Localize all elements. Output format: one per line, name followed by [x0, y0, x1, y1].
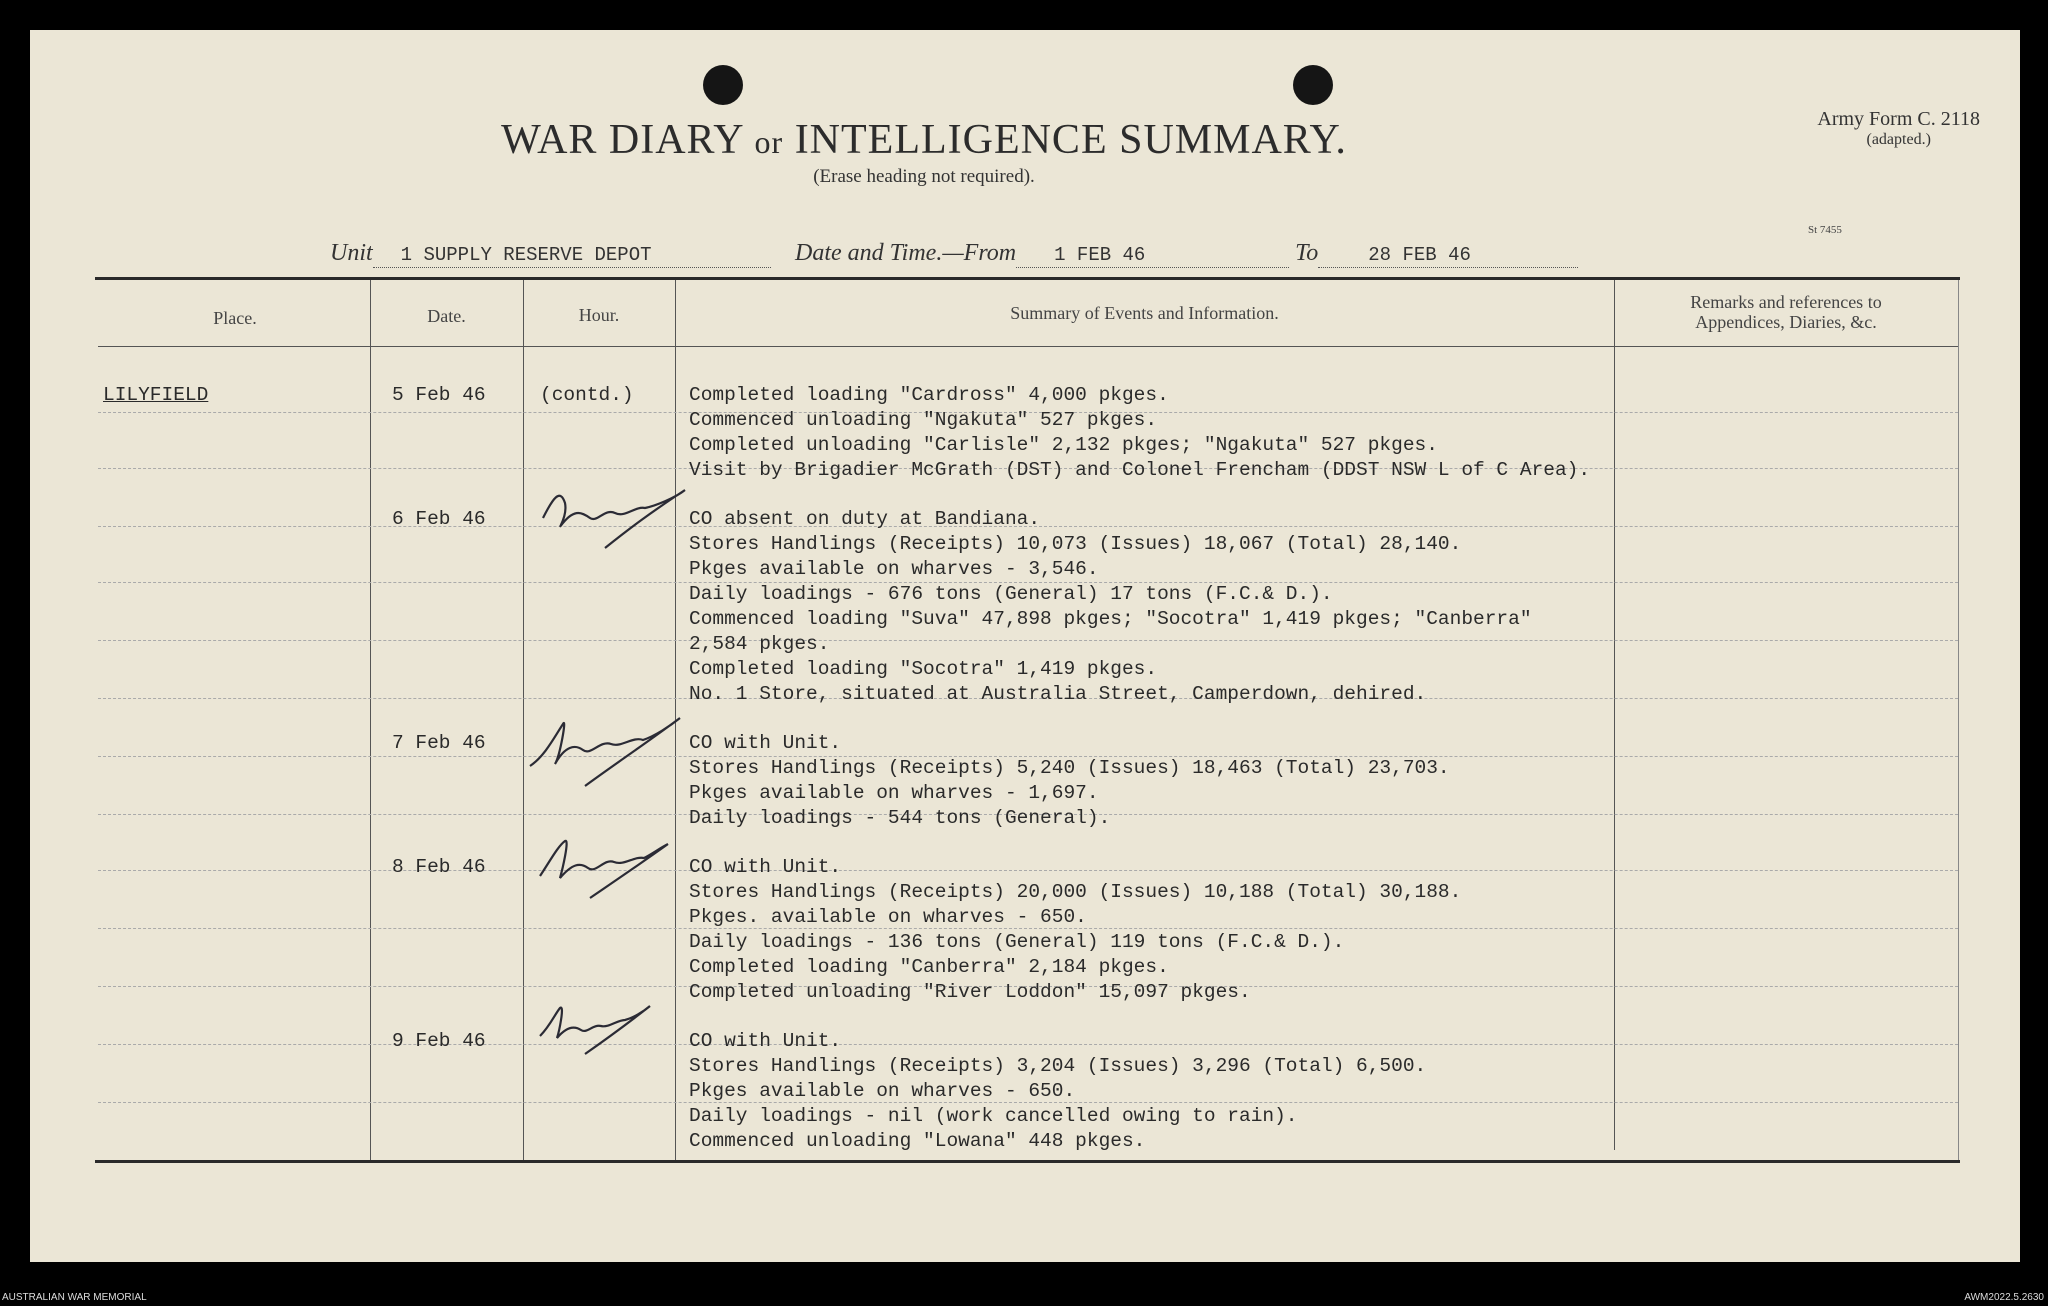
army-form-reference: [1817, 108, 1980, 149]
unit-field: [330, 240, 771, 268]
date-entry: 5 Feb 46: [392, 384, 486, 406]
ruled-line: [98, 1102, 1958, 1103]
form-number: Army Form C. 2118: [1817, 108, 1980, 130]
event-line: Pkges. available on wharves - 650.: [689, 906, 1087, 928]
header-underline: [98, 346, 1958, 347]
ruled-line: [98, 1044, 1958, 1045]
archive-credit: AUSTRALIAN WAR MEMORIAL: [2, 1292, 147, 1303]
remarks-header-line-1: Remarks and references to: [1690, 292, 1882, 312]
event-line: Daily loadings - 136 tons (General) 119 tons (F.C.& D.).: [689, 931, 1345, 953]
print-code: St 7455: [1808, 224, 1842, 236]
column-header-remarks: [1614, 292, 1958, 332]
diary-page: [30, 30, 2020, 1262]
event-line: CO with Unit.: [689, 856, 842, 878]
event-line: Completed unloading "River Loddon" 15,097 pkges.: [689, 981, 1251, 1003]
event-line: Daily loadings - 544 tons (General).: [689, 807, 1111, 829]
title-intelligence-summary: INTELLIGENCE SUMMARY.: [794, 117, 1347, 163]
event-line: Stores Handlings (Receipts) 10,073 (Issues) 18,067 (Total) 28,140.: [689, 533, 1462, 555]
event-line: Visit by Brigadier McGrath (DST) and Colonel Frencham (DDST NSW L of C Area).: [689, 459, 1591, 481]
event-line: Stores Handlings (Receipts) 3,204 (Issues) 3,296 (Total) 6,500.: [689, 1055, 1427, 1077]
event-line: Pkges available on wharves - 3,546.: [689, 558, 1099, 580]
ruled-line: [98, 870, 1958, 871]
column-divider: [1958, 280, 1959, 1160]
signature-initials-icon: [535, 996, 655, 1056]
event-line: Pkges available on wharves - 650.: [689, 1080, 1076, 1102]
unit-label: Unit: [330, 240, 373, 266]
event-line: Commenced unloading "Ngakuta" 527 pkges.: [689, 409, 1158, 431]
table-bottom-rule: [95, 1160, 1960, 1163]
ruled-line: [98, 928, 1958, 929]
event-line: Commenced loading "Suva" 47,898 pkges; "Socotra" 1,419 pkges; "Canberra": [689, 608, 1532, 630]
event-line: Completed loading "Canberra" 2,184 pkges.: [689, 956, 1169, 978]
column-header-hour: Hour.: [578, 305, 620, 325]
signature-initials-icon: [525, 706, 685, 790]
unit-value: 1 SUPPLY RESERVE DEPOT: [400, 244, 652, 266]
ruled-line: [98, 640, 1958, 641]
date-from-label: Date and Time.—From: [795, 240, 1017, 266]
signature-initials-icon: [530, 826, 670, 902]
event-line: Stores Handlings (Receipts) 20,000 (Issues) 10,188 (Total) 30,188.: [689, 881, 1462, 903]
event-line: Daily loadings - 676 tons (General) 17 tons (F.C.& D.).: [689, 583, 1333, 605]
date-from-value: 1 FEB 46: [1054, 244, 1146, 266]
date-to-label: To: [1295, 240, 1319, 266]
event-line: CO with Unit.: [689, 732, 842, 754]
title-or: or: [754, 124, 784, 160]
event-line: Daily loadings - nil (work cancelled owing to rain).: [689, 1105, 1298, 1127]
date-to-value: 28 FEB 46: [1368, 244, 1471, 266]
event-line: Completed loading "Cardross" 4,000 pkges.: [689, 384, 1169, 406]
form-title: [0, 116, 1848, 164]
event-line: Completed loading "Socotra" 1,419 pkges.: [689, 658, 1158, 680]
event-line: CO with Unit.: [689, 1030, 842, 1052]
remarks-header-line-2: Appendices, Diaries, &c.: [1695, 312, 1877, 332]
event-line: Stores Handlings (Receipts) 5,240 (Issues) 18,463 (Total) 23,703.: [689, 757, 1450, 779]
date-entry: 9 Feb 46: [392, 1030, 486, 1052]
form-subtitle: (Erase heading not required).: [813, 166, 1035, 187]
signature-initials-icon: [535, 478, 695, 558]
event-line: Commenced unloading "Lowana" 448 pkges.: [689, 1130, 1146, 1152]
column-divider: [1614, 280, 1615, 1150]
archive-reference: AWM2022.5.2630: [1964, 1292, 2044, 1303]
event-line: 2,584 pkges.: [689, 633, 830, 655]
punch-hole: [1293, 65, 1333, 105]
hour-contd: (contd.): [540, 384, 634, 406]
title-war-diary: WAR DIARY: [501, 117, 744, 163]
table-top-rule: [95, 277, 1960, 280]
punch-hole: [703, 65, 743, 105]
place-lilyfield: LILYFIELD: [103, 384, 209, 406]
column-header-place: Place.: [213, 308, 257, 328]
event-line: CO absent on duty at Bandiana.: [689, 508, 1041, 530]
event-line: No. 1 Store, situated at Australia Street, Camperdown, dehired.: [689, 683, 1427, 705]
column-header-summary: Summary of Events and Information.: [1010, 303, 1279, 323]
date-entry: 8 Feb 46: [392, 856, 486, 878]
event-line: Pkges available on wharves - 1,697.: [689, 782, 1099, 804]
column-header-date: Date.: [427, 306, 466, 326]
event-line: Completed unloading "Carlisle" 2,132 pkges; "Ngakuta" 527 pkges.: [689, 434, 1438, 456]
date-entry: 6 Feb 46: [392, 508, 486, 530]
date-entry: 7 Feb 46: [392, 732, 486, 754]
form-adapted: (adapted.): [1866, 131, 1931, 148]
date-range-field: [795, 240, 1578, 268]
